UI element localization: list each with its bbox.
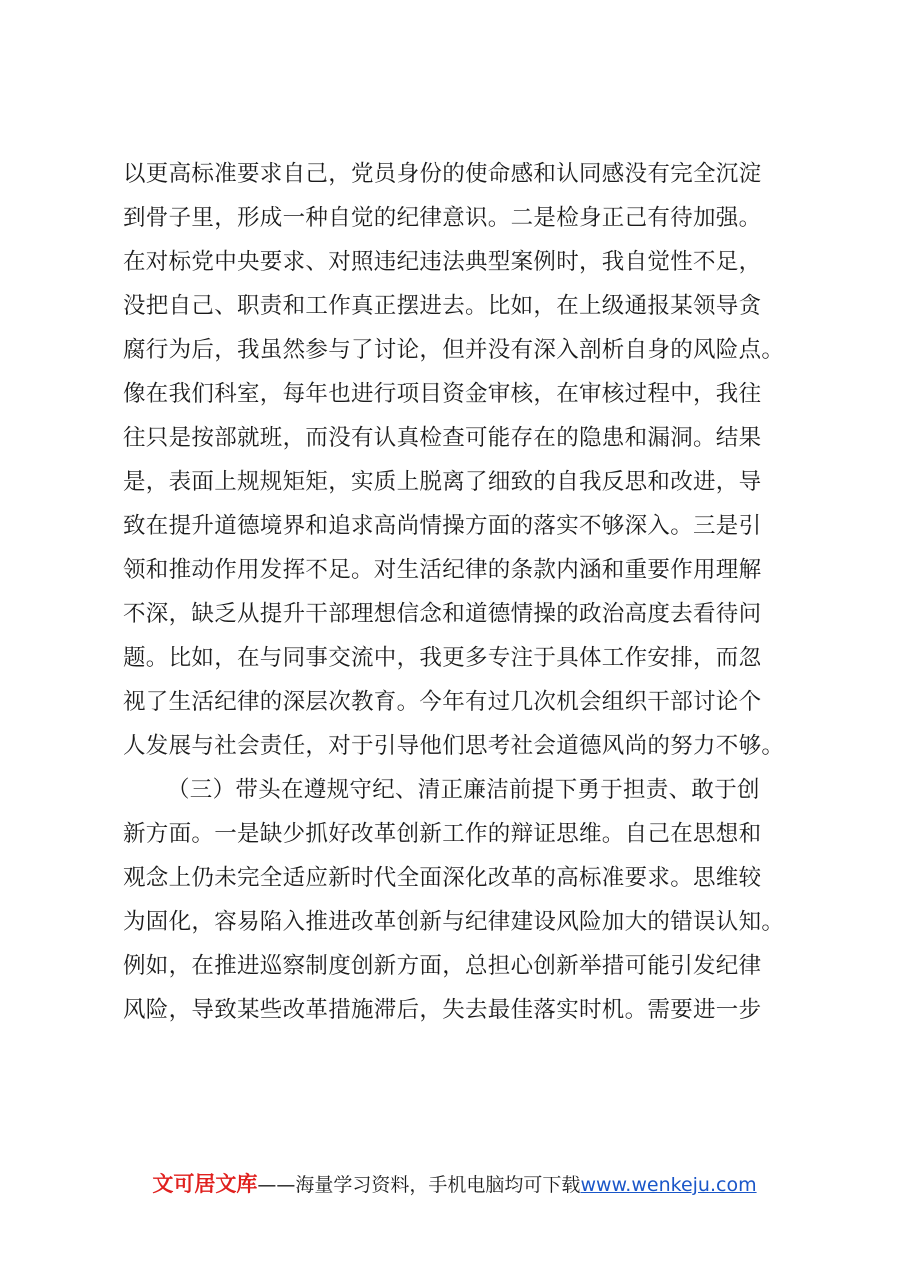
body-line: 为固化，容易陷入推进改革创新与纪律建设风险加大的错误认知。 bbox=[123, 909, 785, 935]
body-line: 致在提升道德境界和追求高尚情操方面的落实不够深入。三是引 bbox=[123, 513, 762, 539]
body-line: 观念上仍未完全适应新时代全面深化改革的高标准要求。思维较 bbox=[123, 865, 762, 891]
body-line: 新方面。一是缺少抓好改革创新工作的辩证思维。自己在思想和 bbox=[123, 821, 762, 847]
body-line: 没把自己、职责和工作真正摆进去。比如，在上级通报某领导贪 bbox=[123, 293, 762, 319]
body-line: 例如，在推进巡察制度创新方面，总担心创新举措可能引发纪律 bbox=[123, 953, 762, 979]
footer-url-link[interactable]: www.wenkeju.com bbox=[580, 1174, 757, 1196]
footer-brand: 文可居文库 bbox=[152, 1172, 258, 1196]
body-line: 人发展与社会责任，对于引导他们思考社会道德风尚的努力不够。 bbox=[123, 733, 785, 759]
section-heading-line: （三）带头在遵规守纪、清正廉洁前提下勇于担责、敢于创 bbox=[167, 777, 760, 803]
body-line: 不深，缺乏从提升干部理想信念和道德情操的政治高度去看待问 bbox=[123, 601, 762, 627]
document-body bbox=[123, 152, 793, 1032]
footer-tagline: ——海量学习资料，手机电脑均可下载 bbox=[257, 1174, 581, 1196]
body-line: 风险，导致某些改革措施滞后，失去最佳落实时机。需要进一步 bbox=[123, 997, 762, 1023]
body-line: 到骨子里，形成一种自觉的纪律意识。二是检身正己有待加强。 bbox=[123, 205, 762, 231]
body-line: 像在我们科室，每年也进行项目资金审核，在审核过程中，我往 bbox=[123, 381, 762, 407]
body-line: 题。比如，在与同事交流中，我更多专注于具体工作安排，而忽 bbox=[123, 645, 762, 671]
body-line: 领和推动作用发挥不足。对生活纪律的条款内涵和重要作用理解 bbox=[123, 557, 762, 583]
body-line: 往只是按部就班，而没有认真检查可能存在的隐患和漏洞。结果 bbox=[123, 425, 762, 451]
body-line: 腐行为后，我虽然参与了讨论，但并没有深入剖析自身的风险点。 bbox=[123, 337, 785, 363]
body-line: 是，表面上规规矩矩，实质上脱离了细致的自我反思和改进，导 bbox=[123, 469, 762, 495]
body-line: 在对标党中央要求、对照违纪违法典型案例时，我自觉性不足， bbox=[123, 249, 762, 275]
footer-banner bbox=[0, 1168, 909, 1198]
body-line: 视了生活纪律的深层次教育。今年有过几次机会组织干部讨论个 bbox=[123, 689, 762, 715]
body-line: 以更高标准要求自己，党员身份的使命感和认同感没有完全沉淀 bbox=[123, 161, 762, 187]
